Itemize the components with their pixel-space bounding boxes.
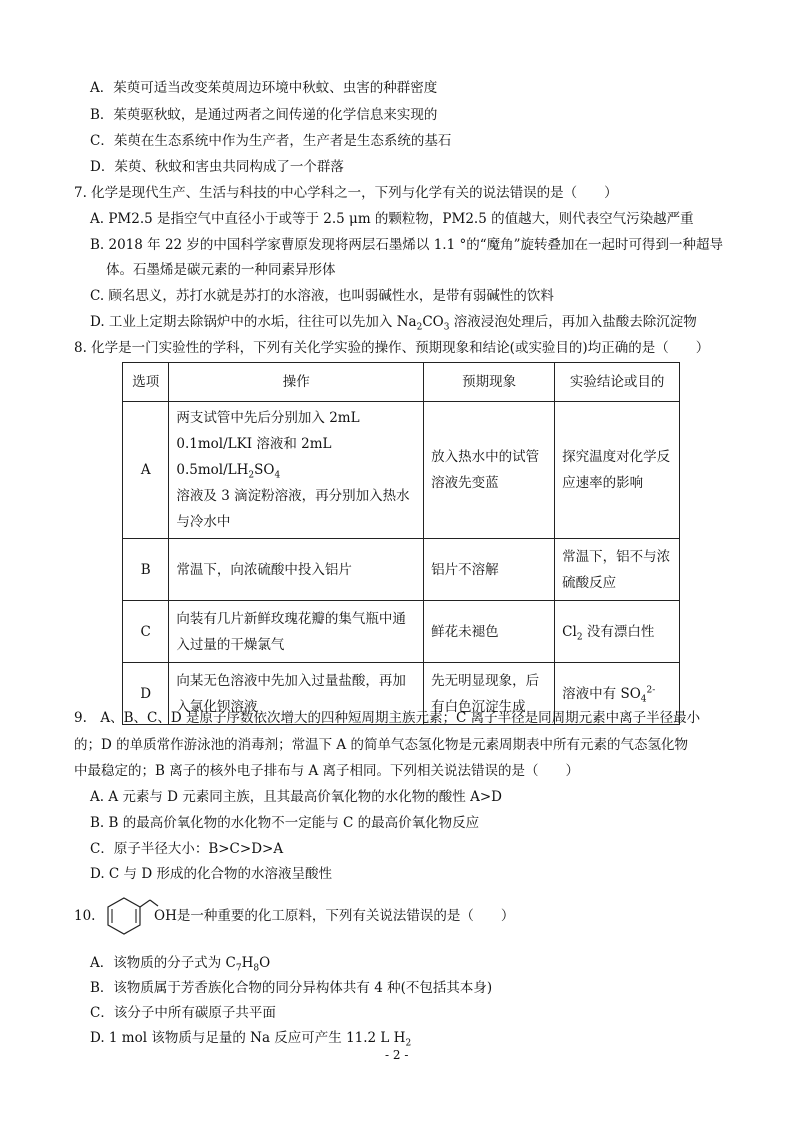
table-row — [123, 539, 680, 601]
q7-option-c: C. 顾名思义，苏打水就是苏打的水溶液，也叫弱碱性水，是带有弱碱性的饮料 — [90, 288, 554, 304]
row-operation: 两支试管中先后分别加入 2mL 0.1mol/LKI 溶液和 2mL $0.5mol/LH_2SO_4$ 溶液及 3 滴淀粉溶液，再分别加入热水 与冷水中 — [169, 402, 424, 539]
q9-option-a: A. A 元素与 D 元素同主族，且其最高价氧化物的水化物的酸性 A>D — [90, 789, 502, 805]
q9-stem-line2: 的；D 的单质常作游泳池的消毒剂；常温下 A 的简单气态氢化物是元素周期表中所有元素的气态氢化物 — [74, 737, 688, 753]
row-key: A — [123, 402, 169, 539]
row-phenomenon: 先无明显现象，后有白色沉淀生成 — [424, 663, 555, 725]
q6-option-d: D．茱萸、秋蚊和害虫共同构成了一个群落 — [90, 159, 344, 175]
header-phenomenon: 预期现象 — [424, 363, 555, 402]
q7-option-b-line1: B. 2018 年 22 岁的中国科学家曹原发现将两层石墨烯以 1.1 °的“魔角”旋转叠加在一起时可得到一种超导 — [90, 237, 724, 253]
benzyl-alcohol-structure — [104, 896, 160, 938]
q9-option-d: D. C 与 D 形成的化合物的水溶液呈酸性 — [90, 866, 332, 882]
q10-option-d: D. 1 mol 该物质与足量的 Na 反应可产生 11.2 L $H_2$ — [90, 1030, 412, 1049]
row-key: C — [123, 601, 169, 663]
page-number: - 2 - — [385, 1048, 409, 1062]
q9-stem-line1: 9. A、B、C、D 是原子序数依次增大的四种短周期主族元素；C 离子半径是同周期元素中离子半径最小 — [74, 710, 701, 726]
table-row — [123, 601, 680, 663]
q6-option-b: B．茱萸驱秋蚊，是通过两者之间传递的化学信息来实现的 — [90, 107, 438, 123]
q10-stem: OH是一种重要的化工原料，下列有关说法错误的是（ ） — [154, 908, 515, 924]
row-conclusion: 常温下，铝不与浓硫酸反应 — [555, 539, 680, 601]
q10-number: 10. — [74, 908, 96, 924]
table-header-row — [123, 363, 680, 402]
table-row — [123, 402, 680, 539]
row-key: D — [123, 663, 169, 725]
q6-option-c: C．茱萸在生态系统中作为生产者，生产者是生态系统的基石 — [90, 133, 452, 149]
q9-option-b: B. B 的最高价氧化物的水化物不一定能与 C 的最高价氧化物反应 — [90, 815, 480, 831]
header-operation: 操作 — [169, 363, 424, 402]
row-operation: 向某无色溶液中先加入过量盐酸，再加入氯化钡溶液 — [169, 663, 424, 725]
row-phenomenon: 铝片不溶解 — [424, 539, 555, 601]
q7-stem: 7. 化学是现代生产、生活与科技的中心学科之一，下列与化学有关的说法错误的是（ ） — [74, 185, 618, 201]
row-phenomenon: 鲜花未褪色 — [424, 601, 555, 663]
q8-stem: 8. 化学是一门实验性的学科，下列有关化学实验的操作、预期现象和结论(或实验目的)均正确的是（ ） — [74, 340, 710, 356]
q7-option-d: D. 工业上定期去除锅炉中的水垢，往往可以先加入 $Na_2CO_3$ 溶液浸泡处理后，再加入盐酸去除沉淀物 — [90, 314, 697, 333]
q10-option-b: B．该物质属于芳香族化合物的同分异构体共有 4 种(不包括其本身) — [90, 980, 493, 996]
q10-option-c: C．该分子中所有碳原子共平面 — [90, 1005, 276, 1021]
q10-option-a: A．该物质的分子式为 $C_7H_8O$ — [90, 955, 271, 974]
row-key: B — [123, 539, 169, 601]
q9-stem-line3: 中最稳定的；B 离子的核外电子排布与 A 离子相同。下列相关说法错误的是（ ） — [74, 763, 580, 779]
header-option: 选项 — [123, 363, 169, 402]
row-conclusion: $Cl_2$ 没有漂白性 — [555, 601, 680, 663]
row-operation: 常温下，向浓硫酸中投入铝片 — [169, 539, 424, 601]
row-operation: 向装有几片新鲜玫瑰花瓣的集气瓶中通入过量的干燥氯气 — [169, 601, 424, 663]
q8-table — [122, 362, 680, 725]
row-conclusion: 溶液中有 $SO_4^{2-}$ — [555, 663, 680, 725]
q9-option-c: C．原子半径大小：B>C>D>A — [90, 841, 284, 857]
q7-option-b-line2: 体。石墨烯是碳元素的一种同素异形体 — [106, 262, 336, 278]
q6-option-a: A．茱萸可适当改变茱萸周边环境中秋蚊、虫害的种群密度 — [90, 80, 438, 96]
row-conclusion: 探究温度对化学反应速率的影响 — [555, 402, 680, 539]
header-conclusion: 实验结论或目的 — [555, 363, 680, 402]
row-phenomenon: 放入热水中的试管溶液先变蓝 — [424, 402, 555, 539]
q7-option-a: A. PM2.5 是指空气中直径小于或等于 2.5 μm 的颗粒物，PM2.5 的值越大，则代表空气污染越严重 — [90, 211, 694, 227]
